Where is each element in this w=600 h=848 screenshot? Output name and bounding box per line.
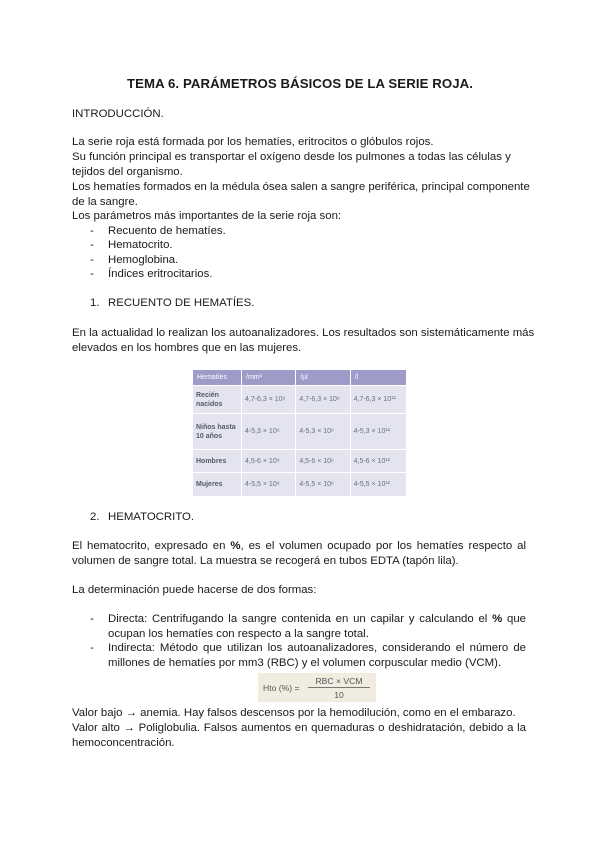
list-item: Hematocrito. <box>108 239 173 251</box>
list-item: Hemoglobina. <box>108 254 179 266</box>
table-cell: 4-5,5 × 10⁶ <box>242 473 296 496</box>
formula-fraction <box>308 676 370 700</box>
table-cell: 4-5,3 × 10⁶ <box>296 414 350 450</box>
paragraph-line: La determinación puede hacerse de dos formas: <box>72 584 317 596</box>
percent-bold: % <box>230 540 241 552</box>
table-header: Hematíes <box>193 370 242 386</box>
list-item-directa <box>108 612 526 627</box>
table-cell: 4,7-6,3 × 10¹² <box>350 386 406 414</box>
paragraph-line <box>72 539 526 554</box>
list-bullet: - <box>90 225 94 237</box>
formula-numerator: RBC × VCM <box>308 676 370 688</box>
table-row <box>193 414 407 450</box>
formula-lhs: Hto (%) = <box>263 683 300 693</box>
table-header: /l <box>350 370 406 386</box>
table-row <box>193 386 407 414</box>
paragraph-line: volumen de sangre total. La muestra se recogerá en tubos EDTA (tapón lila). <box>72 555 459 567</box>
text-run: que <box>502 613 526 625</box>
hematocrit-formula <box>258 673 376 702</box>
list-item-line: ocupan los hematíes con respecto a la sangre total. <box>108 628 369 640</box>
table-row-label: Niños hasta 10 años <box>193 414 242 450</box>
intro-line: tejidos del organismo. <box>72 166 183 178</box>
intro-heading: INTRODUCCIÓN. <box>72 108 164 120</box>
section-number: 2. <box>90 511 100 523</box>
formula-denominator: 10 <box>334 690 344 700</box>
table-header: /µl <box>296 370 350 386</box>
page-title: TEMA 6. PARÁMETROS BÁSICOS DE LA SERIE ROJA. <box>126 76 474 91</box>
intro-line: de la sangre. <box>72 196 138 208</box>
table-row-label: Recién nacidos <box>193 386 242 414</box>
text-run: Directa: Centrifugando la sangre contenida en un capilar y calculando el <box>108 613 493 625</box>
intro-line: Los hematíes formados en la médula ósea salen a sangre periférica, principal componente <box>72 181 530 193</box>
list-bullet: - <box>90 239 94 251</box>
table-header: /mm³ <box>242 370 296 386</box>
paragraph-line: Valor alto → Poliglobulia. Falsos aumentos en quemaduras o deshidratación, debido a la <box>72 722 526 734</box>
list-bullet: - <box>90 613 94 625</box>
section-heading: HEMATOCRITO. <box>108 511 195 523</box>
table-cell: 4,5-6 × 10⁶ <box>242 450 296 473</box>
list-item-line: millones de hematíes por mm3 (RBC) y el volumen corpuscular medio (VCM). <box>108 657 502 669</box>
table-cell: 4,7-6,3 × 10⁶ <box>242 386 296 414</box>
paragraph-line: hemoconcentración. <box>72 737 175 749</box>
table-row-label: Mujeres <box>193 473 242 496</box>
list-item-indirecta: Indirecta: Método que utilizan los autoanalizadores, considerando el número de <box>108 642 526 654</box>
list-bullet: - <box>90 642 94 654</box>
table-cell: 4,5-6 × 10¹² <box>350 450 406 473</box>
table-cell: 4-5,3 × 10¹² <box>350 414 406 450</box>
table-row <box>193 450 407 473</box>
text-run: El hematocrito, expresado en <box>72 540 231 552</box>
intro-line: Su función principal es transportar el oxígeno desde los pulmones a todas las células y <box>72 151 511 163</box>
text-run: , es el volumen ocupado por los hematíes respecto al <box>240 540 526 552</box>
intro-line: La serie roja está formada por los hematíes, eritrocitos o glóbulos rojos. <box>72 136 434 148</box>
hematies-table <box>193 370 407 496</box>
list-bullet: - <box>90 268 94 280</box>
list-item: Índices eritrocitarios. <box>108 268 213 280</box>
paragraph-line: En la actualidad lo realizan los autoanalizadores. Los resultados son sistemáticamente más <box>72 327 535 339</box>
paragraph-line: elevados en los hombres que en las mujeres. <box>72 342 302 354</box>
list-bullet: - <box>90 254 94 266</box>
table-cell: 4-5,5 × 10⁶ <box>296 473 350 496</box>
table-header-row <box>193 370 407 386</box>
table-row <box>193 473 407 496</box>
table-row-label: Hombres <box>193 450 242 473</box>
table-cell: 4,5-6 × 10⁶ <box>296 450 350 473</box>
table-cell: 4-5,3 × 10⁶ <box>242 414 296 450</box>
table-cell: 4-5,5 × 10¹² <box>350 473 406 496</box>
intro-line: Los parámetros más importantes de la serie roja son: <box>72 210 342 222</box>
section-number: 1. <box>90 297 100 309</box>
paragraph-line: Valor bajo → anemia. Hay falsos descensos por la hemodilución, como en el embarazo. <box>72 707 516 719</box>
section-heading: RECUENTO DE HEMATÍES. <box>108 297 255 309</box>
percent-bold: % <box>492 613 503 625</box>
list-item: Recuento de hematíes. <box>108 225 226 237</box>
table-cell: 4,7-6,3 × 10⁶ <box>296 386 350 414</box>
